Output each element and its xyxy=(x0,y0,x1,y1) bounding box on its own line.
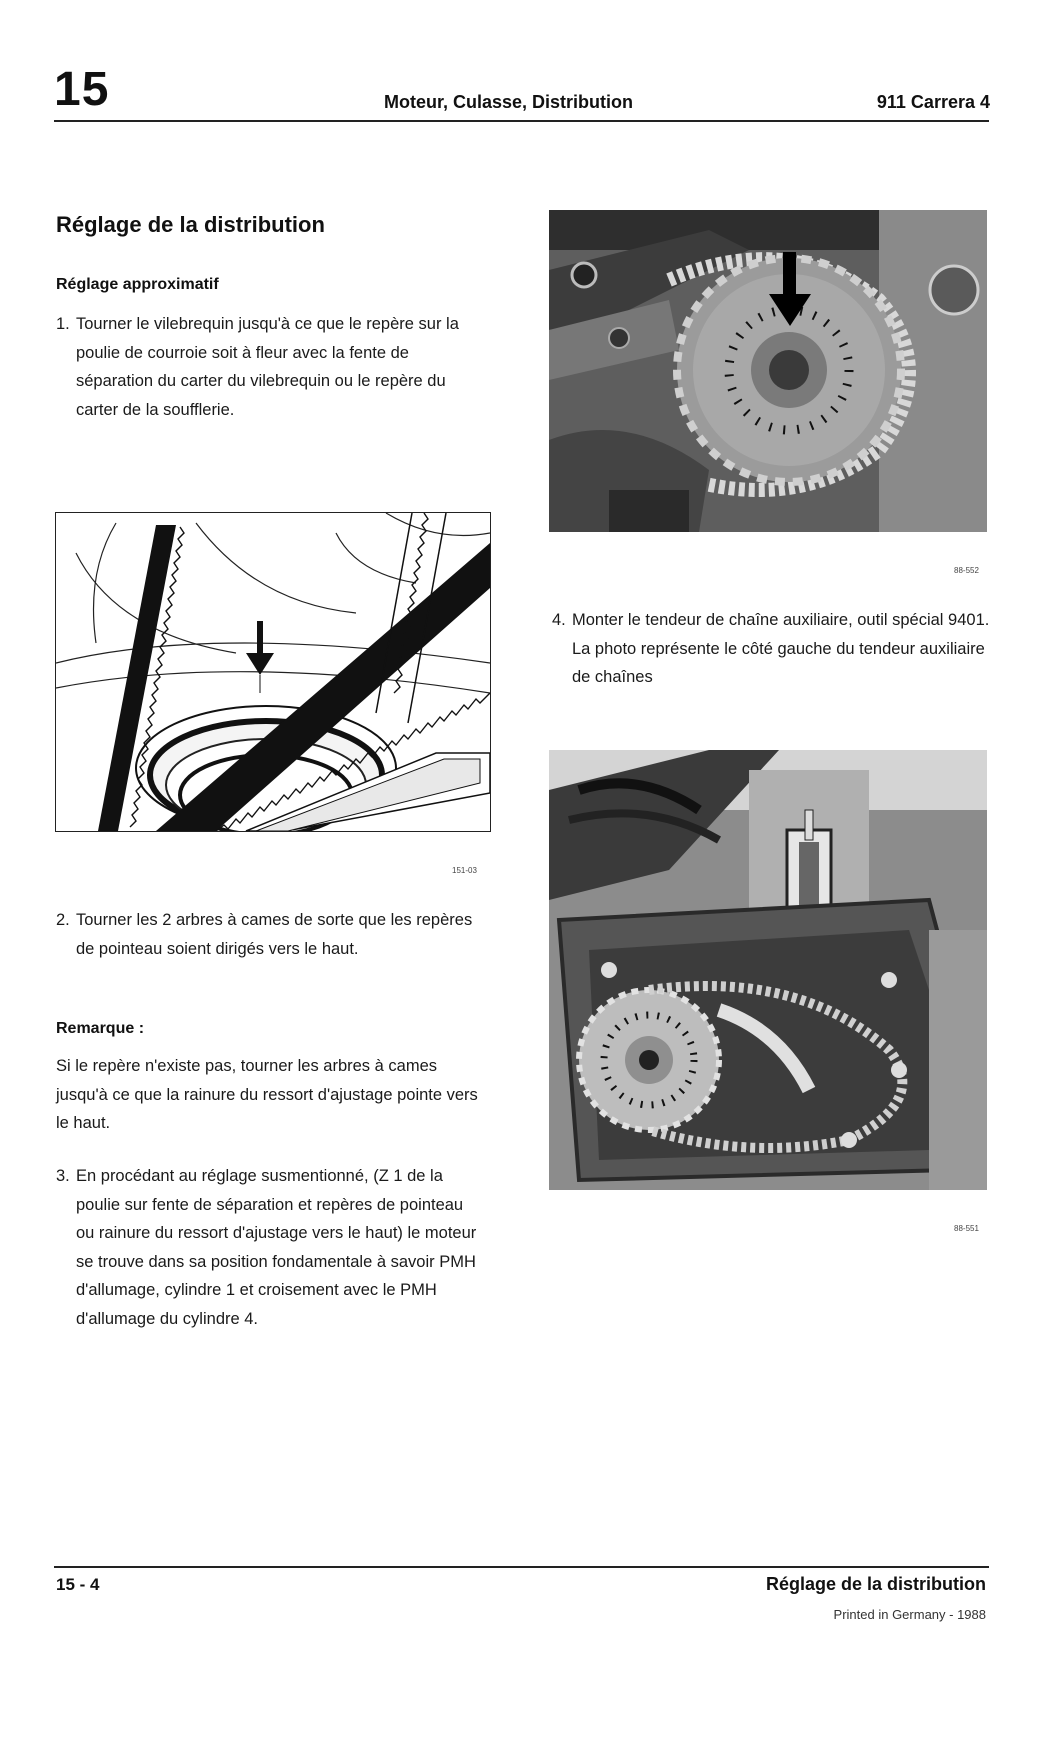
step-4-number: 4. xyxy=(552,611,566,629)
step-2 xyxy=(56,906,486,963)
step-1 xyxy=(56,310,466,424)
section-subtitle: Réglage approximatif xyxy=(56,276,219,293)
step-3 xyxy=(56,1162,486,1333)
step-2-number: 2. xyxy=(56,911,70,929)
step-1-number: 1. xyxy=(56,315,70,333)
step-4-text: Monter le tendeur de chaîne auxiliaire, outil spécial 9401. La photo représente le côté gauche du tendeur auxiliaire de chaînes xyxy=(572,611,990,686)
photo2-code: 88-551 xyxy=(954,1224,979,1233)
step-1-text: Tourner le vilebrequin jusqu'à ce que le repère sur la poulie de courroie soit à fleur avec la fente de séparation du carter du vilebrequin ou le repère du carter de la soufflerie. xyxy=(76,315,459,419)
section-title: Réglage de la distribution xyxy=(56,212,325,237)
step-3-text: En procédant au réglage susmentionné, (Z 1 de la poulie sur fente de séparation et repères de pointeau ou rainure du ressort d'ajustage vers le haut) le moteur se trouve dans sa position fondamentale à savoir PMH d'allumage, cylindre 1 et croisement avec le PMH d'allumage du cylindre 4. xyxy=(76,1167,477,1328)
pulley-drawing xyxy=(55,512,491,832)
chapter-number: 15 xyxy=(54,63,110,116)
header-rule xyxy=(54,120,989,122)
step-2-text: Tourner les 2 arbres à cames de sorte que les repères de pointeau soient dirigés vers le haut. xyxy=(76,911,473,958)
header-title: Moteur, Culasse, Distribution xyxy=(384,92,634,112)
footer-section: Réglage de la distribution xyxy=(765,1574,986,1594)
photo1-code: 88-552 xyxy=(954,566,979,575)
remark-text: Si le repère n'existe pas, tourner les arbres à cames jusqu'à ce que la rainure du ressort d'ajustage pointe vers le haut. xyxy=(56,1057,478,1132)
camshaft-sprocket-photo xyxy=(549,210,987,532)
footer-rule xyxy=(54,1566,989,1568)
page-number: 15 - 4 xyxy=(56,1575,100,1594)
drawing-code: 151-03 xyxy=(452,866,477,875)
chain-tensioner-photo xyxy=(549,750,987,1190)
step-3-number: 3. xyxy=(56,1167,70,1185)
remark-title: Remarque : xyxy=(56,1020,145,1037)
printed-note: Printed in Germany - 1988 xyxy=(833,1607,986,1622)
step-4 xyxy=(552,606,990,692)
header-model: 911 Carrera 4 xyxy=(876,92,990,112)
